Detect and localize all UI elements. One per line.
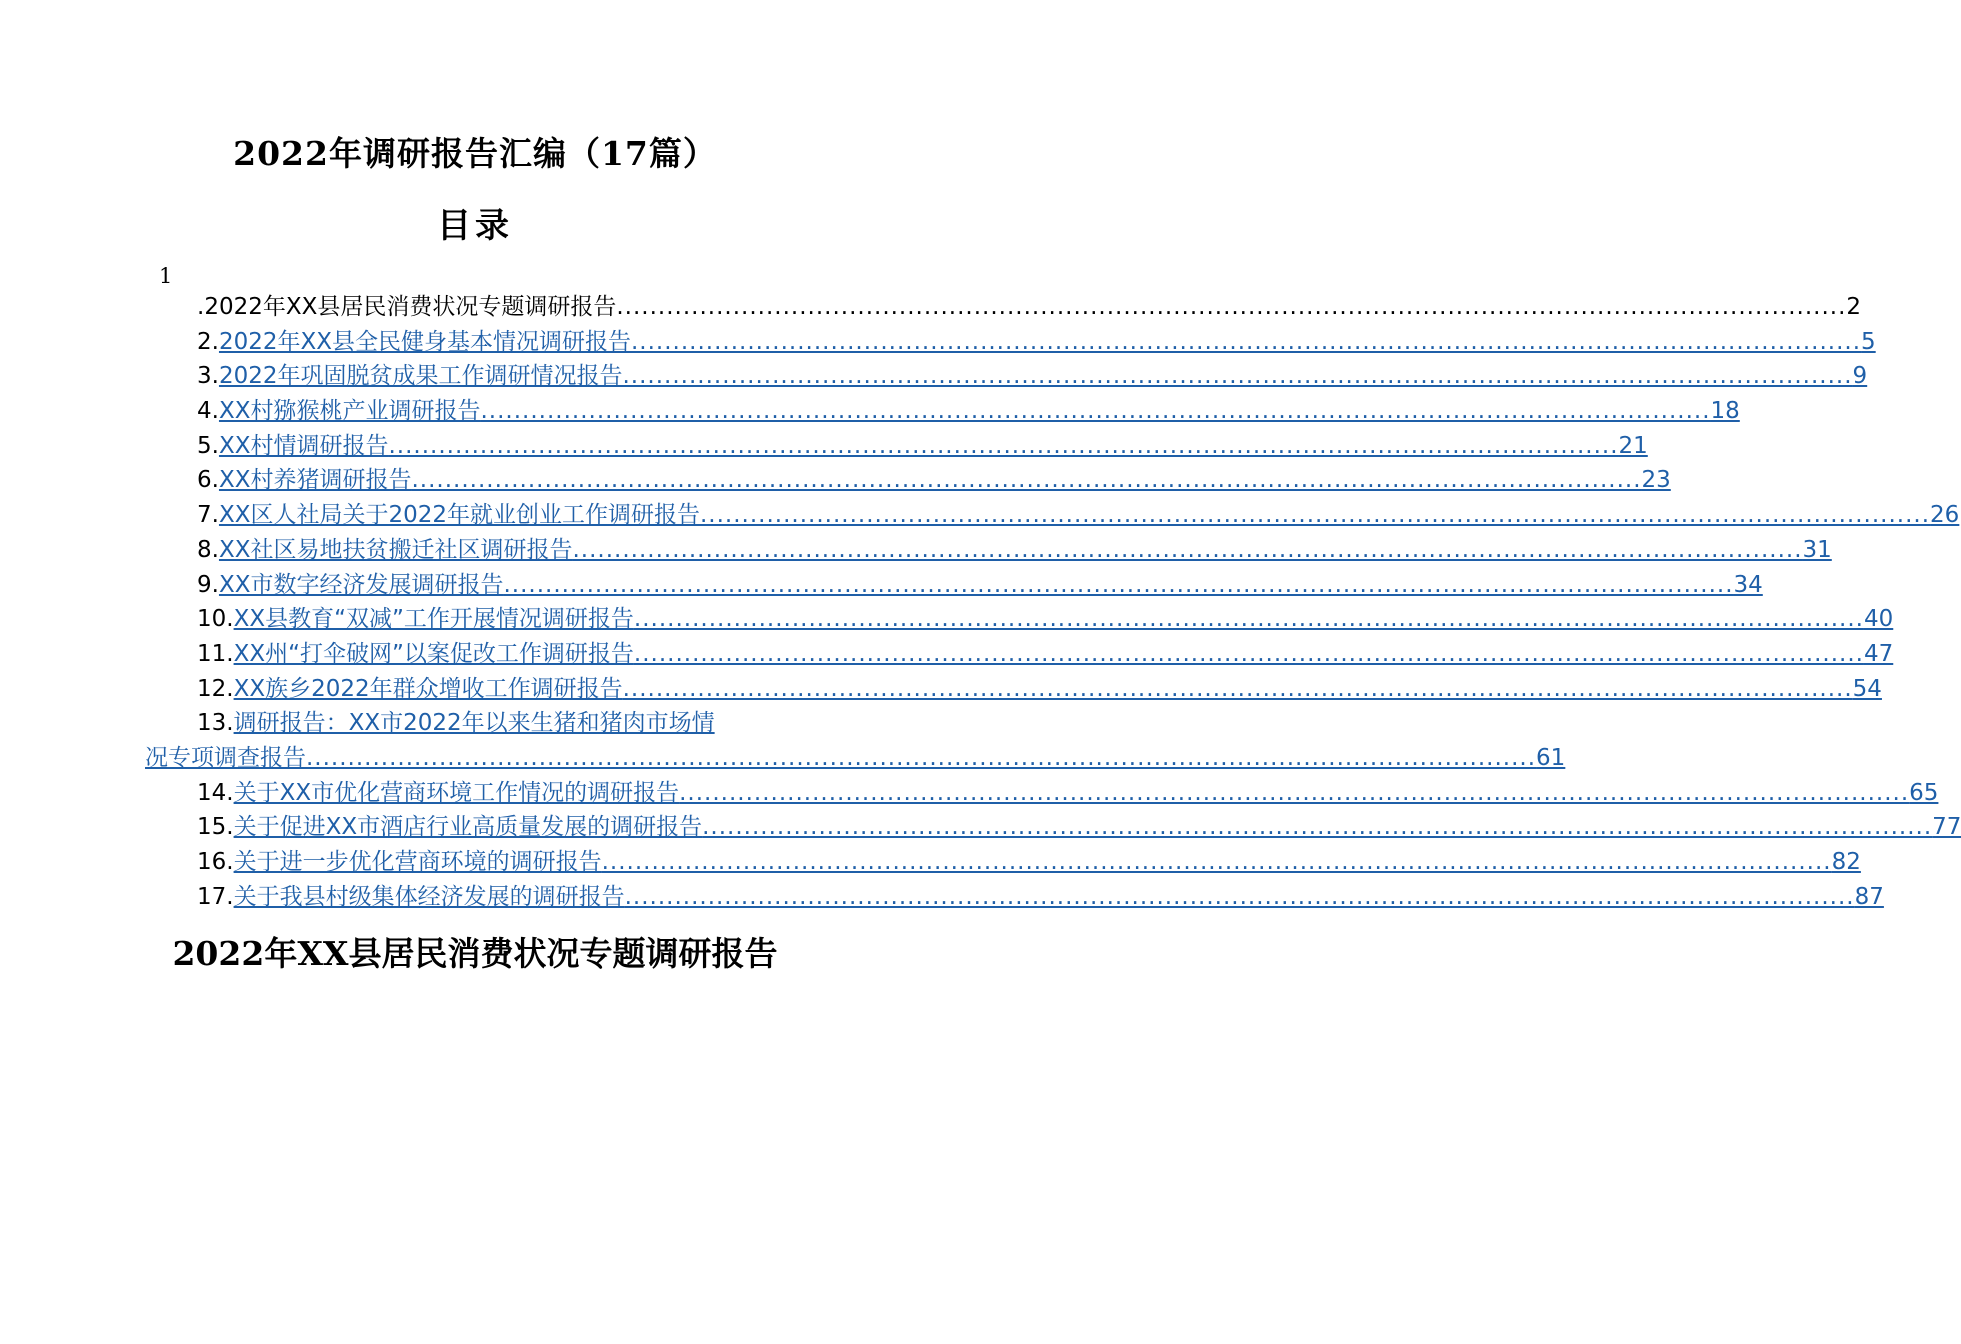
toc-entry-13[interactable] [145, 706, 805, 741]
toc-leader-dots [631, 325, 1861, 360]
toc-entry-number: 10. [197, 606, 234, 633]
toc-leader-dots [700, 498, 1930, 533]
toc-entry-link[interactable] [218, 568, 1763, 603]
toc-entry-10[interactable] [145, 602, 1894, 637]
toc-entry-number: 3. [197, 363, 219, 390]
toc-entry-2[interactable] [145, 325, 1876, 360]
toc-entry-page-number: 54 [1852, 675, 1882, 702]
toc-entry-number: 13. [197, 710, 234, 737]
toc-entry-7[interactable] [145, 498, 1960, 533]
toc-entry-label: XX族乡2022年群众增收工作调研报告 [233, 675, 623, 702]
toc-entry-number: 6. [197, 467, 219, 494]
toc-entry-12[interactable] [145, 672, 1882, 707]
toc-entry-label: XX村猕猴桃产业调研报告 [218, 398, 481, 425]
toc-entry-number: 14. [197, 779, 234, 806]
toc-entry-label: 2022年XX县全民健身基本情况调研报告 [218, 328, 631, 355]
toc-entry-page-number: 26 [1930, 502, 1960, 529]
toc-entry-label: 关于我县村级集体经济发展的调研报告 [233, 883, 625, 910]
toc-entry-label: XX市数字经济发展调研报告 [218, 571, 504, 598]
toc-entry-number: . [197, 294, 205, 320]
toc-entry-page-number: 65 [1909, 779, 1939, 806]
document-title: 2022年调研报告汇编（17篇） [233, 134, 717, 173]
toc-entry-label: XX村情调研报告 [218, 432, 389, 459]
toc-entry-link[interactable] [218, 463, 1671, 498]
toc-entry-link[interactable] [218, 498, 1960, 533]
toc-entry-link[interactable] [218, 394, 1740, 429]
toc-heading: 目录 [437, 206, 513, 246]
toc-entry-link[interactable] [218, 533, 1832, 568]
toc-entry-page-number: 9 [1852, 363, 1868, 390]
toc-leader-dots [388, 429, 1618, 464]
toc-list-part-1 [145, 290, 1960, 706]
toc-entry-1[interactable] [145, 290, 1862, 325]
toc-list-part-2 [145, 776, 1961, 915]
page-number-marker: 1 [159, 264, 173, 288]
toc-entry-14[interactable] [145, 776, 1939, 811]
toc-entry-label: XX区人社局关于2022年就业创业工作调研报告 [218, 502, 700, 529]
toc-entry-label: XX村养猪调研报告 [218, 467, 412, 494]
toc-entry-number: 5. [197, 432, 219, 459]
toc-leader-dots [625, 880, 1855, 915]
toc-entry-16[interactable] [145, 845, 1861, 880]
toc-entry-label: XX州“打伞破网”以案促改工作调研报告 [233, 640, 634, 667]
toc-entry-number: 9. [197, 571, 219, 598]
toc-leader-dots [623, 672, 1853, 707]
toc-entry-label: 2022年巩固脱贫成果工作调研情况报告 [218, 363, 623, 390]
toc-entry-link[interactable] [233, 672, 1882, 707]
toc-leader-dots [679, 776, 1909, 811]
toc-entry-label: XX县教育“双减”工作开展情况调研报告 [233, 606, 634, 633]
toc-entry-number: 4. [197, 398, 219, 425]
toc-entry-link[interactable] [233, 637, 1894, 672]
toc-entry-page-number: 82 [1831, 849, 1861, 875]
toc-leader-dots [480, 394, 1710, 429]
toc-entry-page-number: 77 [1932, 814, 1961, 841]
toc-entry-9[interactable] [145, 568, 1763, 603]
toc-entry-page-number: 23 [1641, 467, 1671, 494]
toc-entry-page-number: 87 [1854, 883, 1884, 910]
toc-entry-link[interactable] [233, 776, 1939, 811]
toc-entry-13-continued[interactable] [145, 741, 1566, 776]
toc-entry-number: 2. [197, 328, 219, 355]
toc-entry-label: 2022年XX县居民消费状况专题调研报告 [204, 294, 617, 320]
toc-entry-15[interactable] [145, 810, 1961, 845]
toc-entry-8[interactable] [145, 533, 1832, 568]
toc-entry-number: 11. [197, 640, 234, 667]
toc-entry-link[interactable] [218, 429, 1648, 464]
toc-entry-link[interactable] [233, 880, 1884, 915]
toc-entry-label-continued: 况专项调查报告 [145, 744, 306, 771]
toc-entry-4[interactable] [145, 394, 1740, 429]
toc-entry-3[interactable] [145, 359, 1868, 394]
toc-entry-number: 15. [197, 814, 234, 841]
toc-entry-link[interactable] [218, 359, 1868, 394]
toc-entry-label: 关于XX市优化营商环境工作情况的调研报告 [233, 779, 680, 806]
toc-leader-dots [616, 290, 1846, 325]
table-of-contents [145, 290, 1961, 914]
toc-entry-number: 16. [197, 849, 234, 875]
toc-entry-link[interactable] [233, 810, 1961, 845]
toc-entry-number: 17. [197, 883, 234, 910]
toc-entry-link[interactable] [204, 290, 1862, 325]
toc-entry-label: 关于促进XX市酒店行业高质量发展的调研报告 [233, 814, 703, 841]
toc-leader-dots [411, 463, 1641, 498]
toc-leader-dots [623, 359, 1853, 394]
toc-entry-page-number: 18 [1710, 398, 1740, 425]
toc-entry-page-number: 31 [1802, 536, 1832, 563]
toc-leader-dots [503, 568, 1733, 603]
toc-leader-dots [306, 741, 1536, 776]
toc-entry-link[interactable]: 调研报告：XX市2022年以来生猪和猪肉市场情 [233, 710, 715, 737]
toc-entry-page-number: 5 [1861, 328, 1876, 355]
toc-entry-page-number: 34 [1733, 571, 1763, 598]
section-title: 2022年XX县居民消费状况专题调研报告 [172, 934, 778, 973]
toc-entry-number: 12. [197, 675, 234, 702]
toc-entry-page-number: 40 [1863, 606, 1894, 633]
toc-entry-6[interactable] [145, 463, 1671, 498]
toc-entry-11[interactable] [145, 637, 1894, 672]
toc-entry-page-number: 47 [1863, 640, 1894, 667]
toc-leader-dots [602, 845, 1832, 880]
toc-entry-5[interactable] [145, 429, 1648, 464]
toc-entry-17[interactable] [145, 880, 1884, 915]
toc-leader-dots [702, 810, 1932, 845]
toc-entry-page-number: 2 [1846, 294, 1862, 320]
toc-entry-page-number: 61 [1536, 744, 1566, 771]
toc-leader-dots [634, 602, 1864, 637]
toc-leader-dots [572, 533, 1802, 568]
toc-leader-dots [634, 637, 1864, 672]
toc-entry-number: 8. [197, 536, 219, 563]
toc-entry-page-number: 21 [1618, 432, 1648, 459]
toc-entry-link[interactable] [233, 602, 1894, 637]
toc-entry-link[interactable] [233, 845, 1861, 880]
toc-entry-number: 7. [197, 502, 219, 529]
toc-entry-link[interactable] [218, 325, 1876, 360]
toc-entry-label: XX社区易地扶贫搬迁社区调研报告 [218, 536, 573, 563]
toc-entry-label: 关于进一步优化营商环境的调研报告 [233, 849, 602, 875]
